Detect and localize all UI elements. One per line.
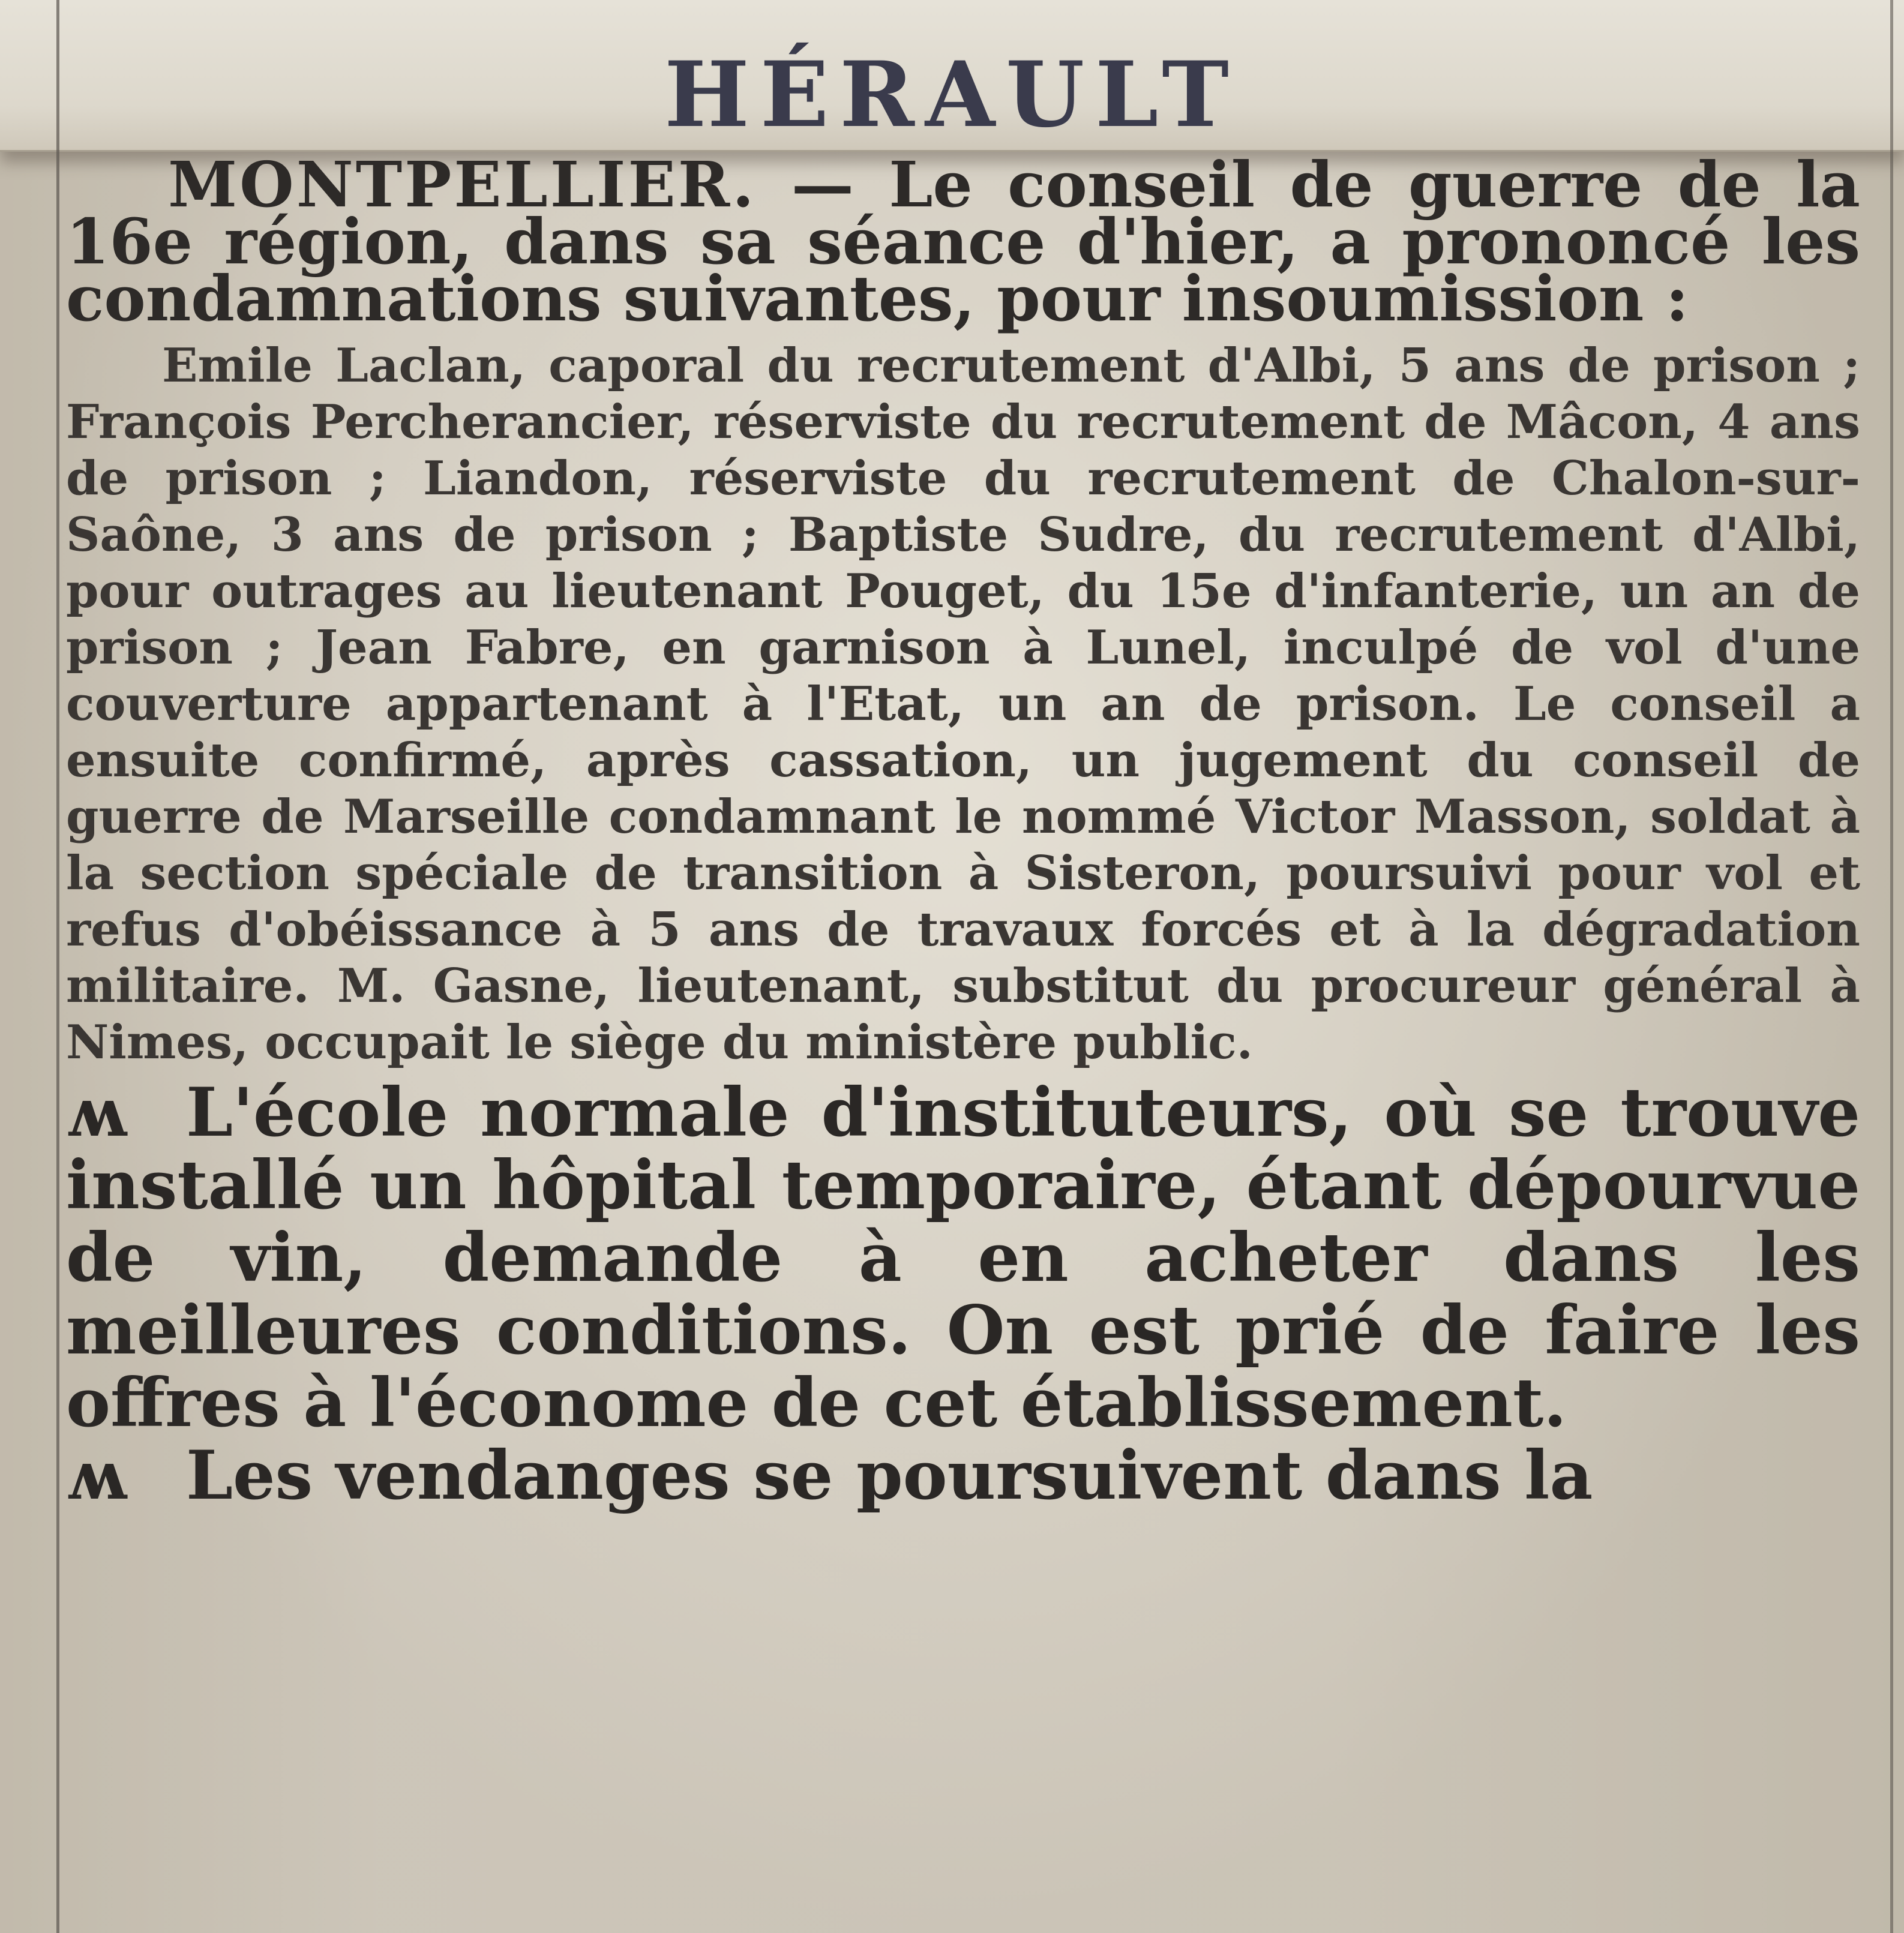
article-paragraph-1 bbox=[66, 148, 1860, 335]
paragraph-separator-mark: ʍ bbox=[66, 1074, 123, 1152]
paragraph-1-text: — Le conseil de guerre de la 16e région, dans sa séance d'hier, a prononcé les condamnations suivantes, pour insoumission : bbox=[66, 148, 1860, 335]
column-rule-left bbox=[56, 0, 59, 1933]
paragraph-3-text: L'école normale d'instituteurs, où se trouve installé un hôpital temporaire, étant dépourvue de vin, demande à en acheter dans les meilleures conditions. On est prié de faire les offres à l'économe de cet établissement. bbox=[66, 1074, 1860, 1442]
column-rule-right bbox=[1890, 0, 1893, 1933]
paragraph-4-text: Les vendanges se poursuivent dans la bbox=[186, 1437, 1593, 1515]
section-heading: HÉRAULT bbox=[664, 42, 1240, 148]
article-paragraph-2: Emile Laclan, caporal du recrutement d'Albi, 5 ans de prison ; François Percherancier, réserviste du recrutement de Mâcon, 4 ans de prison ; Liandon, réserviste du recrutement de Chalon-sur-Saône, 3 ans de prison ; Baptiste Sudre, du recrutement d'Albi, pour outrages au lieutenant Pouget, du 15e d'infanterie, un an de prison ; Jean Fabre, en garnison à Lunel, inculpé de vol d'une couverture appartenant à l'Etat, un an de prison. Le conseil a ensuite confirmé, après cassation, un jugement du conseil de guerre de Marseille condamnant le nommé Victor Masson, soldat à la section spéciale de transition à Sisteron, poursuivi pour vol et refus d'obéissance à 5 ans de travaux forcés et à la dégradation militaire. M. Gasne, lieutenant, substitut du procureur général à Nimes, occupait le siège du ministère public. bbox=[66, 338, 1860, 1070]
article-column bbox=[66, 148, 1860, 1515]
dateline: MONTPELLIER. bbox=[168, 148, 757, 221]
article-paragraph-4 bbox=[66, 1437, 1860, 1515]
article-paragraph-3 bbox=[66, 1074, 1860, 1442]
paragraph-separator-mark-2: ʍ bbox=[66, 1437, 123, 1515]
